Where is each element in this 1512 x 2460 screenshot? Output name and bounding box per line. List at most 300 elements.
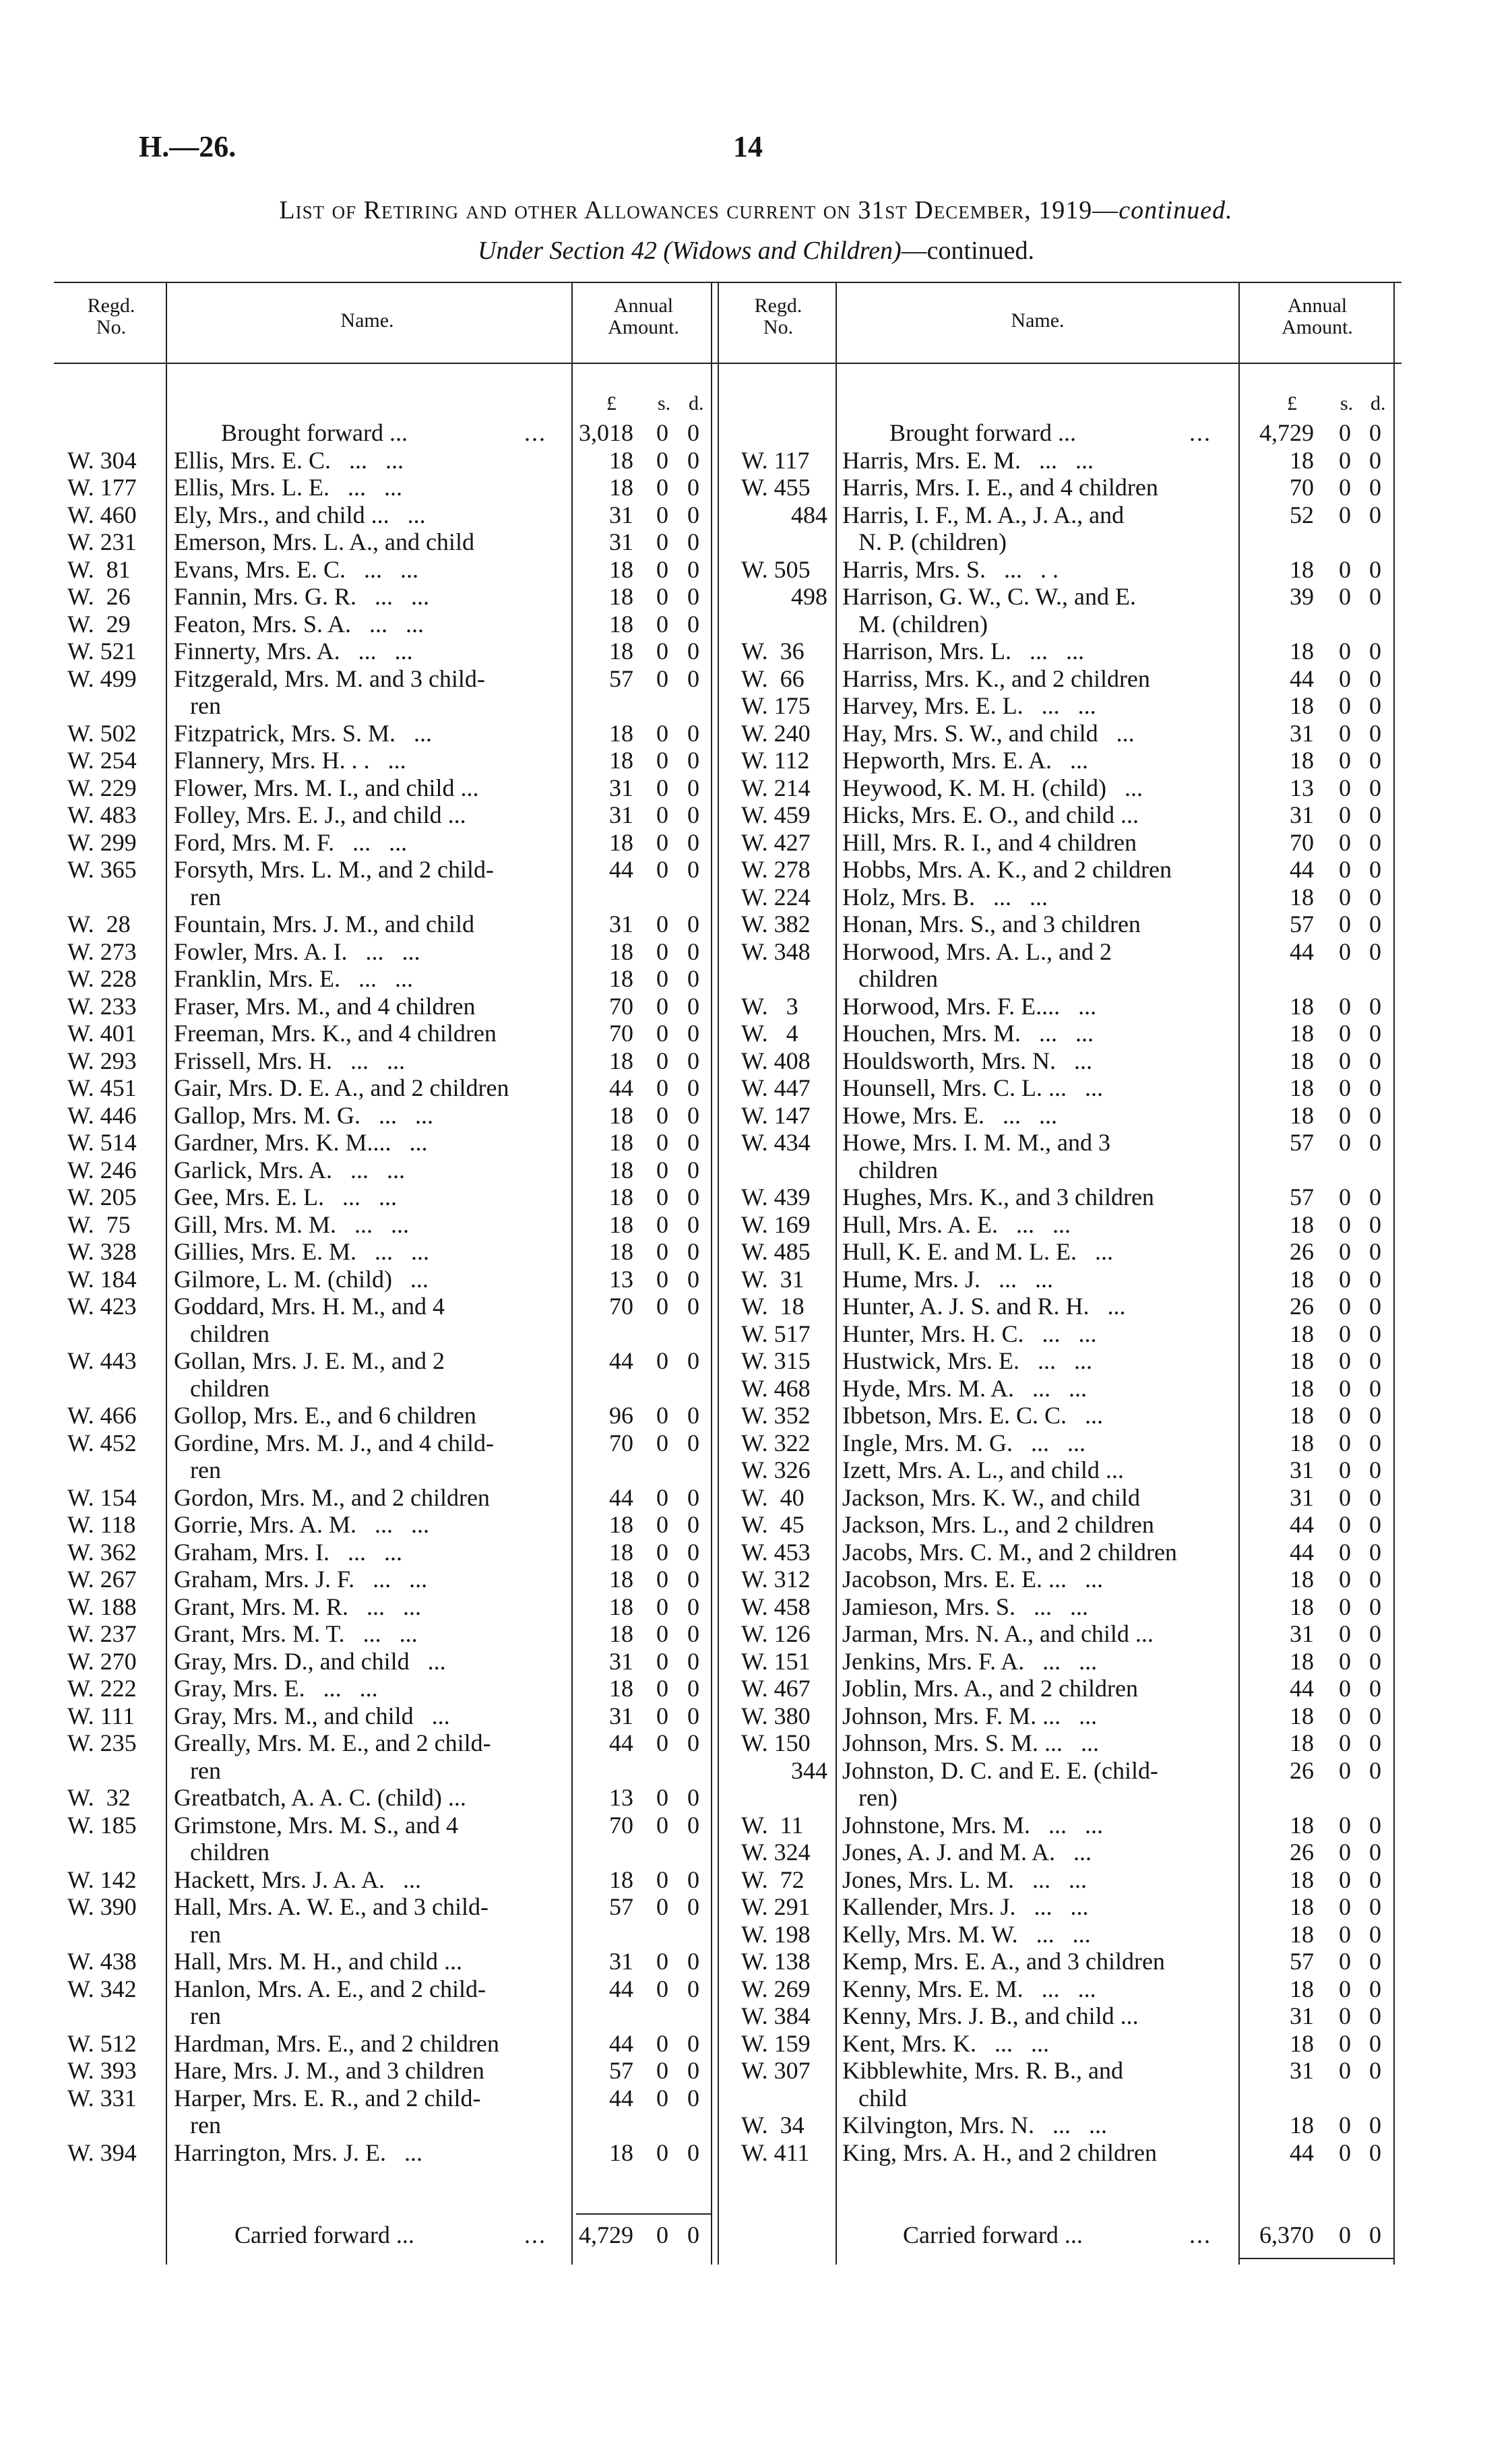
left-row-3-regd-no: W. 231	[67, 528, 137, 555]
left-row-13-shillings: 0	[656, 828, 668, 856]
right-row-4-shillings: 0	[1339, 583, 1351, 610]
left-row-42-shillings: 0	[656, 1729, 668, 1756]
right-row-28-name: Hunter, Mrs. H. C. ... ...	[842, 1320, 1097, 1347]
right-row-16-shillings: 0	[1339, 937, 1351, 965]
right-row-50-shillings: 0	[1339, 1948, 1351, 1975]
right-row-16-name: Horwood, Mrs. A. L., and 2	[842, 937, 1112, 965]
right-row-10-pounds: 13	[1290, 774, 1314, 801]
right-row-22-name: Howe, Mrs. I. M. M., and 3	[842, 1129, 1110, 1156]
left-row-51-pence: 0	[687, 2084, 699, 2112]
right-row-49-regd-no: W. 198	[741, 1920, 811, 1948]
left-row-6-pence: 0	[687, 610, 699, 638]
right-row-19-shillings: 0	[1339, 1047, 1351, 1074]
right-row-52-shillings: 0	[1339, 2002, 1351, 2029]
left-row-41-pounds: 31	[609, 1702, 633, 1729]
right-row-43-pence: 0	[1369, 1729, 1381, 1756]
right-row-34-regd-no: W. 40	[741, 1483, 805, 1511]
right-row-48-shillings: 0	[1339, 1893, 1351, 1920]
right-row-16-pence: 0	[1369, 937, 1381, 965]
left-row-28-regd-no: W. 184	[67, 1265, 137, 1293]
left-row-36-shillings: 0	[656, 1566, 668, 1593]
right-brought-forward-pence: 0	[1369, 419, 1381, 446]
left-row-48-shillings: 0	[656, 1975, 668, 2002]
left-row-52-shillings: 0	[656, 2139, 668, 2166]
left-row-11-pounds: 31	[609, 774, 633, 801]
left-row-0-pounds: 18	[609, 446, 633, 474]
left-row-17-shillings: 0	[656, 965, 668, 992]
right-row-35-pence: 0	[1369, 1511, 1381, 1538]
left-row-10-regd-no: W. 254	[67, 747, 137, 774]
left-row-48-name-cont: ren	[190, 2002, 221, 2029]
left-row-45-name: Hackett, Mrs. J. A. A. ...	[174, 1866, 421, 1893]
right-row-30-shillings: 0	[1339, 1374, 1351, 1402]
right-row-37-shillings: 0	[1339, 1566, 1351, 1593]
right-row-26-regd-no: W. 31	[741, 1265, 805, 1293]
left-row-31-name: Gollop, Mrs. E., and 6 children	[174, 1402, 476, 1429]
right-row-11-pounds: 31	[1290, 801, 1314, 828]
left-row-3-pounds: 31	[609, 528, 633, 555]
left-row-42-regd-no: W. 235	[67, 1729, 137, 1756]
right-row-38-shillings: 0	[1339, 1593, 1351, 1620]
right-row-56-regd-no: W. 411	[741, 2139, 810, 2166]
left-row-16-shillings: 0	[656, 937, 668, 965]
left-row-52-pence: 0	[687, 2139, 699, 2166]
left-row-9-name: Fitzpatrick, Mrs. S. M. ...	[174, 719, 432, 747]
left-row-32-name-cont: ren	[190, 1456, 221, 1483]
left-row-16-pounds: 18	[609, 937, 633, 965]
right-row-31-regd-no: W. 352	[741, 1402, 811, 1429]
left-row-2-name: Ely, Mrs., and child ... ...	[174, 501, 426, 528]
left-row-48-pounds: 44	[609, 1975, 633, 2002]
left-row-31-regd-no: W. 466	[67, 1402, 137, 1429]
left-row-35-shillings: 0	[656, 1538, 668, 1566]
left-column-rule-1	[571, 283, 573, 2265]
left-row-11-name: Flower, Mrs. M. I., and child ...	[174, 774, 479, 801]
left-row-41-regd-no: W. 111	[67, 1702, 135, 1729]
left-row-25-regd-no: W. 205	[67, 1183, 137, 1210]
right-row-45-name: Johnstone, Mrs. M. ... ...	[842, 1811, 1104, 1839]
right-row-35-regd-no: W. 45	[741, 1511, 805, 1538]
right-row-3-pence: 0	[1369, 555, 1381, 583]
right-row-3-pounds: 18	[1290, 555, 1314, 583]
left-row-22-name: Gallop, Mrs. M. G. ... ...	[174, 1101, 433, 1129]
right-row-55-pounds: 18	[1290, 2112, 1314, 2139]
left-column-rule-2	[711, 283, 712, 2265]
right-row-13-pence: 0	[1369, 856, 1381, 883]
left-carried-rule	[576, 2213, 711, 2215]
right-row-2-regd-no: 484	[791, 501, 827, 528]
right-row-31-name: Ibbetson, Mrs. E. C. C. ...	[842, 1402, 1103, 1429]
right-row-34-name: Jackson, Mrs. K. W., and child	[842, 1483, 1140, 1511]
left-row-9-pence: 0	[687, 719, 699, 747]
right-row-9-shillings: 0	[1339, 747, 1351, 774]
left-row-37-regd-no: W. 188	[67, 1593, 137, 1620]
left-row-26-pence: 0	[687, 1210, 699, 1238]
right-row-31-pence: 0	[1369, 1402, 1381, 1429]
left-row-18-pence: 0	[687, 992, 699, 1020]
right-row-34-shillings: 0	[1339, 1483, 1351, 1511]
left-row-49-pounds: 44	[609, 2029, 633, 2057]
right-row-55-regd-no: W. 34	[741, 2112, 805, 2139]
right-row-29-pence: 0	[1369, 1347, 1381, 1374]
right-row-23-regd-no: W. 439	[741, 1183, 811, 1210]
right-row-12-pounds: 70	[1290, 828, 1314, 856]
left-row-4-pence: 0	[687, 555, 699, 583]
right-row-6-name: Harriss, Mrs. K., and 2 children	[842, 665, 1150, 692]
right-brought-forward-pounds: 4,729	[1259, 419, 1314, 446]
left-row-24-regd-no: W. 246	[67, 1156, 137, 1183]
left-row-20-shillings: 0	[656, 1047, 668, 1074]
left-row-31-shillings: 0	[656, 1402, 668, 1429]
left-row-29-pence: 0	[687, 1293, 699, 1320]
right-row-30-pounds: 18	[1290, 1374, 1314, 1402]
left-header-regd: Regd. No.	[87, 295, 135, 338]
right-column-rule-1	[1238, 283, 1240, 2265]
subtitle-continued: —continued.	[901, 237, 1035, 265]
left-row-9-regd-no: W. 502	[67, 719, 137, 747]
right-row-1-pence: 0	[1369, 474, 1381, 501]
left-row-12-pence: 0	[687, 801, 699, 828]
left-row-38-name: Grant, Mrs. M. T. ... ...	[174, 1620, 418, 1647]
right-row-20-regd-no: W. 447	[741, 1074, 811, 1101]
left-row-28-pence: 0	[687, 1265, 699, 1293]
right-row-55-shillings: 0	[1339, 2112, 1351, 2139]
right-row-40-pounds: 18	[1290, 1647, 1314, 1675]
left-row-5-name: Fannin, Mrs. G. R. ... ...	[174, 583, 430, 610]
left-row-36-regd-no: W. 267	[67, 1566, 137, 1593]
right-unit-pounds: £	[1287, 392, 1297, 414]
right-row-30-regd-no: W. 468	[741, 1374, 811, 1402]
left-row-25-name: Gee, Mrs. E. L. ... ...	[174, 1183, 397, 1210]
right-row-19-name: Houldsworth, Mrs. N. ...	[842, 1047, 1093, 1074]
left-row-14-shillings: 0	[656, 856, 668, 883]
left-row-1-shillings: 0	[656, 474, 668, 501]
left-row-33-pence: 0	[687, 1483, 699, 1511]
left-row-5-pence: 0	[687, 583, 699, 610]
left-row-0-shillings: 0	[656, 446, 668, 474]
left-row-43-name: Greatbatch, A. A. C. (child) ...	[174, 1784, 466, 1811]
right-row-22-regd-no: W. 434	[741, 1129, 811, 1156]
right-row-18-shillings: 0	[1339, 1020, 1351, 1047]
left-carried-forward-dots: ...	[524, 2221, 546, 2248]
right-row-0-pence: 0	[1369, 446, 1381, 474]
left-row-52-pounds: 18	[609, 2139, 633, 2166]
left-row-46-regd-no: W. 390	[67, 1893, 137, 1920]
left-row-31-pounds: 96	[609, 1402, 633, 1429]
left-row-10-pence: 0	[687, 747, 699, 774]
left-row-31-pence: 0	[687, 1402, 699, 1429]
right-row-44-shillings: 0	[1339, 1756, 1351, 1784]
right-row-48-name: Kallender, Mrs. J. ... ...	[842, 1893, 1089, 1920]
right-row-9-regd-no: W. 112	[741, 747, 810, 774]
left-row-51-regd-no: W. 331	[67, 2084, 137, 2112]
left-row-26-name: Gill, Mrs. M. M. ... ...	[174, 1210, 410, 1238]
left-row-25-shillings: 0	[656, 1183, 668, 1210]
right-row-23-name: Hughes, Mrs. K., and 3 children	[842, 1183, 1154, 1210]
right-row-17-pounds: 18	[1290, 992, 1314, 1020]
left-row-33-name: Gordon, Mrs. M., and 2 children	[174, 1483, 490, 1511]
right-row-4-pounds: 39	[1290, 583, 1314, 610]
right-row-39-shillings: 0	[1339, 1620, 1351, 1647]
left-row-21-pounds: 44	[609, 1074, 633, 1101]
right-row-26-pounds: 18	[1290, 1265, 1314, 1293]
right-row-6-regd-no: W. 66	[741, 665, 805, 692]
left-row-21-shillings: 0	[656, 1074, 668, 1101]
right-row-27-regd-no: W. 18	[741, 1293, 805, 1320]
right-row-28-regd-no: W. 517	[741, 1320, 811, 1347]
left-row-30-name-cont: children	[190, 1374, 270, 1402]
right-row-0-regd-no: W. 117	[741, 446, 810, 474]
left-carried-forward-label: Carried forward ...	[234, 2221, 414, 2248]
right-carried-forward-dots: ...	[1189, 2221, 1211, 2248]
right-row-7-pounds: 18	[1290, 692, 1314, 719]
right-brought-forward-label: Brought forward ...	[889, 419, 1076, 446]
right-row-47-shillings: 0	[1339, 1866, 1351, 1893]
right-row-53-name: Kent, Mrs. K. ... ...	[842, 2029, 1049, 2057]
left-row-0-pence: 0	[687, 446, 699, 474]
left-row-0-regd-no: W. 304	[67, 446, 137, 474]
right-row-13-pounds: 44	[1290, 856, 1314, 883]
right-row-27-name: Hunter, A. J. S. and R. H. ...	[842, 1293, 1126, 1320]
right-row-9-name: Hepworth, Mrs. E. A. ...	[842, 747, 1088, 774]
right-column-rule-0	[836, 283, 837, 2265]
table-bottom-rule	[1240, 2258, 1395, 2259]
left-row-50-name: Hare, Mrs. J. M., and 3 children	[174, 2057, 484, 2084]
left-row-46-name: Hall, Mrs. A. W. E., and 3 child-	[174, 1893, 489, 1920]
left-row-11-regd-no: W. 229	[67, 774, 137, 801]
right-row-20-name: Hounsell, Mrs. C. L. ... ...	[842, 1074, 1103, 1101]
left-row-6-name: Featon, Mrs. S. A. ... ...	[174, 610, 424, 638]
right-row-51-name: Kenny, Mrs. E. M. ... ...	[842, 1975, 1096, 2002]
right-row-1-shillings: 0	[1339, 474, 1351, 501]
left-row-44-pounds: 70	[609, 1811, 633, 1839]
right-row-14-shillings: 0	[1339, 883, 1351, 911]
left-row-24-shillings: 0	[656, 1156, 668, 1183]
left-row-33-regd-no: W. 154	[67, 1483, 137, 1511]
right-row-37-pounds: 18	[1290, 1566, 1314, 1593]
right-row-13-shillings: 0	[1339, 856, 1351, 883]
left-row-8-pounds: 57	[609, 665, 633, 692]
right-row-54-pence: 0	[1369, 2057, 1381, 2084]
left-row-15-name: Fountain, Mrs. J. M., and child	[174, 911, 474, 937]
left-row-30-regd-no: W. 443	[67, 1347, 137, 1374]
left-row-47-regd-no: W. 438	[67, 1948, 137, 1975]
left-row-46-pounds: 57	[609, 1893, 633, 1920]
right-row-29-shillings: 0	[1339, 1347, 1351, 1374]
right-row-17-regd-no: W. 3	[741, 992, 798, 1020]
left-row-43-regd-no: W. 32	[67, 1784, 131, 1811]
right-row-28-shillings: 0	[1339, 1320, 1351, 1347]
left-row-39-pounds: 31	[609, 1647, 633, 1675]
left-column-rule-0	[166, 283, 167, 2265]
left-row-32-regd-no: W. 452	[67, 1429, 137, 1456]
right-row-2-pounds: 52	[1290, 501, 1314, 528]
right-row-2-name: Harris, I. F., M. A., J. A., and	[842, 501, 1125, 528]
left-row-46-name-cont: ren	[190, 1920, 221, 1948]
right-row-17-name: Horwood, Mrs. F. E.... ...	[842, 992, 1097, 1020]
right-row-32-name: Ingle, Mrs. M. G. ... ...	[842, 1429, 1085, 1456]
right-row-39-regd-no: W. 126	[741, 1620, 811, 1647]
right-row-45-shillings: 0	[1339, 1811, 1351, 1839]
right-row-7-shillings: 0	[1339, 692, 1351, 719]
left-row-29-name-cont: children	[190, 1320, 270, 1347]
left-row-37-shillings: 0	[656, 1593, 668, 1620]
right-row-29-name: Hustwick, Mrs. E. ... ...	[842, 1347, 1092, 1374]
left-row-44-name: Grimstone, Mrs. M. S., and 4	[174, 1811, 458, 1839]
right-row-25-regd-no: W. 485	[741, 1238, 811, 1265]
right-row-34-pounds: 31	[1290, 1483, 1314, 1511]
right-row-48-pence: 0	[1369, 1893, 1381, 1920]
left-row-22-shillings: 0	[656, 1101, 668, 1129]
left-brought-forward-label: Brought forward ...	[221, 419, 408, 446]
left-row-9-shillings: 0	[656, 719, 668, 747]
left-row-42-pence: 0	[687, 1729, 699, 1756]
right-row-6-pounds: 44	[1290, 665, 1314, 692]
page-title	[0, 195, 1512, 225]
left-row-16-pence: 0	[687, 937, 699, 965]
right-carried-forward-pence: 0	[1369, 2221, 1381, 2248]
left-row-25-pounds: 18	[609, 1183, 633, 1210]
left-row-15-pounds: 31	[609, 911, 633, 937]
right-row-8-shillings: 0	[1339, 719, 1351, 747]
right-row-32-shillings: 0	[1339, 1429, 1351, 1456]
left-row-19-shillings: 0	[656, 1020, 668, 1047]
left-row-46-shillings: 0	[656, 1893, 668, 1920]
left-row-45-regd-no: W. 142	[67, 1866, 137, 1893]
left-row-10-name: Flannery, Mrs. H. . . ...	[174, 747, 406, 774]
right-carried-forward-label: Carried forward ...	[903, 2221, 1083, 2248]
right-row-23-shillings: 0	[1339, 1183, 1351, 1210]
page-number: 14	[733, 130, 763, 163]
left-row-8-shillings: 0	[656, 665, 668, 692]
right-row-28-pounds: 18	[1290, 1320, 1314, 1347]
left-row-26-regd-no: W. 75	[67, 1210, 131, 1238]
left-row-43-pounds: 13	[609, 1784, 633, 1811]
left-row-38-shillings: 0	[656, 1620, 668, 1647]
right-row-8-pounds: 31	[1290, 719, 1314, 747]
left-row-33-pounds: 44	[609, 1483, 633, 1511]
left-unit-pence: d.	[689, 392, 704, 414]
left-row-32-pounds: 70	[609, 1429, 633, 1456]
right-row-36-shillings: 0	[1339, 1538, 1351, 1566]
right-row-20-pence: 0	[1369, 1074, 1381, 1101]
left-row-12-pounds: 31	[609, 801, 633, 828]
left-row-38-regd-no: W. 237	[67, 1620, 137, 1647]
right-row-11-pence: 0	[1369, 801, 1381, 828]
right-row-41-shillings: 0	[1339, 1675, 1351, 1702]
left-row-16-regd-no: W. 273	[67, 937, 137, 965]
left-row-13-pence: 0	[687, 828, 699, 856]
left-row-18-name: Fraser, Mrs. M., and 4 children	[174, 992, 476, 1020]
title-continued: continued.	[1119, 196, 1233, 224]
left-row-30-shillings: 0	[656, 1347, 668, 1374]
right-row-12-regd-no: W. 427	[741, 828, 811, 856]
left-row-7-shillings: 0	[656, 638, 668, 665]
table-top-rule	[54, 282, 1401, 283]
right-row-55-pence: 0	[1369, 2112, 1381, 2139]
right-header-regd: Regd. No.	[754, 295, 802, 338]
left-row-49-pence: 0	[687, 2029, 699, 2057]
left-row-1-name: Ellis, Mrs. L. E. ... ...	[174, 474, 402, 501]
left-row-23-pence: 0	[687, 1129, 699, 1156]
right-row-12-name: Hill, Mrs. R. I., and 4 children	[842, 828, 1137, 856]
right-row-0-shillings: 0	[1339, 446, 1351, 474]
left-row-39-regd-no: W. 270	[67, 1647, 137, 1675]
left-row-28-shillings: 0	[656, 1265, 668, 1293]
right-row-18-pounds: 18	[1290, 1020, 1314, 1047]
right-row-23-pence: 0	[1369, 1183, 1381, 1210]
left-row-3-shillings: 0	[656, 528, 668, 555]
right-row-19-pounds: 18	[1290, 1047, 1314, 1074]
right-row-47-pence: 0	[1369, 1866, 1381, 1893]
left-row-40-regd-no: W. 222	[67, 1675, 137, 1702]
left-row-12-name: Folley, Mrs. E. J., and child ...	[174, 801, 466, 828]
right-row-44-name: Johnston, D. C. and E. E. (child-	[842, 1756, 1158, 1784]
left-row-27-regd-no: W. 328	[67, 1238, 137, 1265]
right-row-2-pence: 0	[1369, 501, 1381, 528]
right-row-56-name: King, Mrs. A. H., and 2 children	[842, 2139, 1157, 2166]
right-row-33-shillings: 0	[1339, 1456, 1351, 1483]
right-row-38-pence: 0	[1369, 1593, 1381, 1620]
right-row-50-regd-no: W. 138	[741, 1948, 811, 1975]
left-row-38-pounds: 18	[609, 1620, 633, 1647]
left-row-52-name: Harrington, Mrs. J. E. ...	[174, 2139, 422, 2166]
left-row-37-pence: 0	[687, 1593, 699, 1620]
left-row-52-regd-no: W. 394	[67, 2139, 137, 2166]
left-row-2-pounds: 31	[609, 501, 633, 528]
left-row-22-pounds: 18	[609, 1101, 633, 1129]
right-row-45-pence: 0	[1369, 1811, 1381, 1839]
right-row-8-regd-no: W. 240	[741, 719, 811, 747]
right-row-40-pence: 0	[1369, 1647, 1381, 1675]
right-row-43-shillings: 0	[1339, 1729, 1351, 1756]
left-row-50-regd-no: W. 393	[67, 2057, 137, 2084]
right-row-38-name: Jamieson, Mrs. S. ... ...	[842, 1593, 1089, 1620]
right-row-22-pence: 0	[1369, 1129, 1381, 1156]
right-row-37-regd-no: W. 312	[741, 1566, 811, 1593]
right-row-0-name: Harris, Mrs. E. M. ... ...	[842, 446, 1094, 474]
left-row-2-pence: 0	[687, 501, 699, 528]
right-header-name: Name.	[1011, 309, 1065, 332]
right-row-51-pence: 0	[1369, 1975, 1381, 2002]
right-row-54-name: Kibblewhite, Mrs. R. B., and	[842, 2057, 1123, 2084]
left-row-14-name-cont: ren	[190, 883, 221, 911]
right-brought-forward-dots: ...	[1189, 419, 1211, 446]
right-row-30-pence: 0	[1369, 1374, 1381, 1402]
right-row-12-shillings: 0	[1339, 828, 1351, 856]
page-subtitle	[0, 236, 1512, 266]
right-row-35-pounds: 44	[1290, 1511, 1314, 1538]
right-row-16-name-cont: children	[858, 965, 938, 992]
left-row-33-shillings: 0	[656, 1483, 668, 1511]
left-row-34-regd-no: W. 118	[67, 1511, 136, 1538]
left-row-36-pence: 0	[687, 1566, 699, 1593]
left-row-14-regd-no: W. 365	[67, 856, 137, 883]
left-row-44-pence: 0	[687, 1811, 699, 1839]
left-row-7-pence: 0	[687, 638, 699, 665]
left-row-35-regd-no: W. 362	[67, 1538, 137, 1566]
right-row-45-pounds: 18	[1290, 1811, 1314, 1839]
left-row-34-pence: 0	[687, 1511, 699, 1538]
left-row-49-shillings: 0	[656, 2029, 668, 2057]
right-row-38-regd-no: W. 458	[741, 1593, 811, 1620]
left-row-20-regd-no: W. 293	[67, 1047, 137, 1074]
left-row-39-name: Gray, Mrs. D., and child ...	[174, 1647, 446, 1675]
right-row-1-pounds: 70	[1290, 474, 1314, 501]
right-row-20-pounds: 18	[1290, 1074, 1314, 1101]
right-row-53-pounds: 18	[1290, 2029, 1314, 2057]
right-row-13-name: Hobbs, Mrs. A. K., and 2 children	[842, 856, 1172, 883]
